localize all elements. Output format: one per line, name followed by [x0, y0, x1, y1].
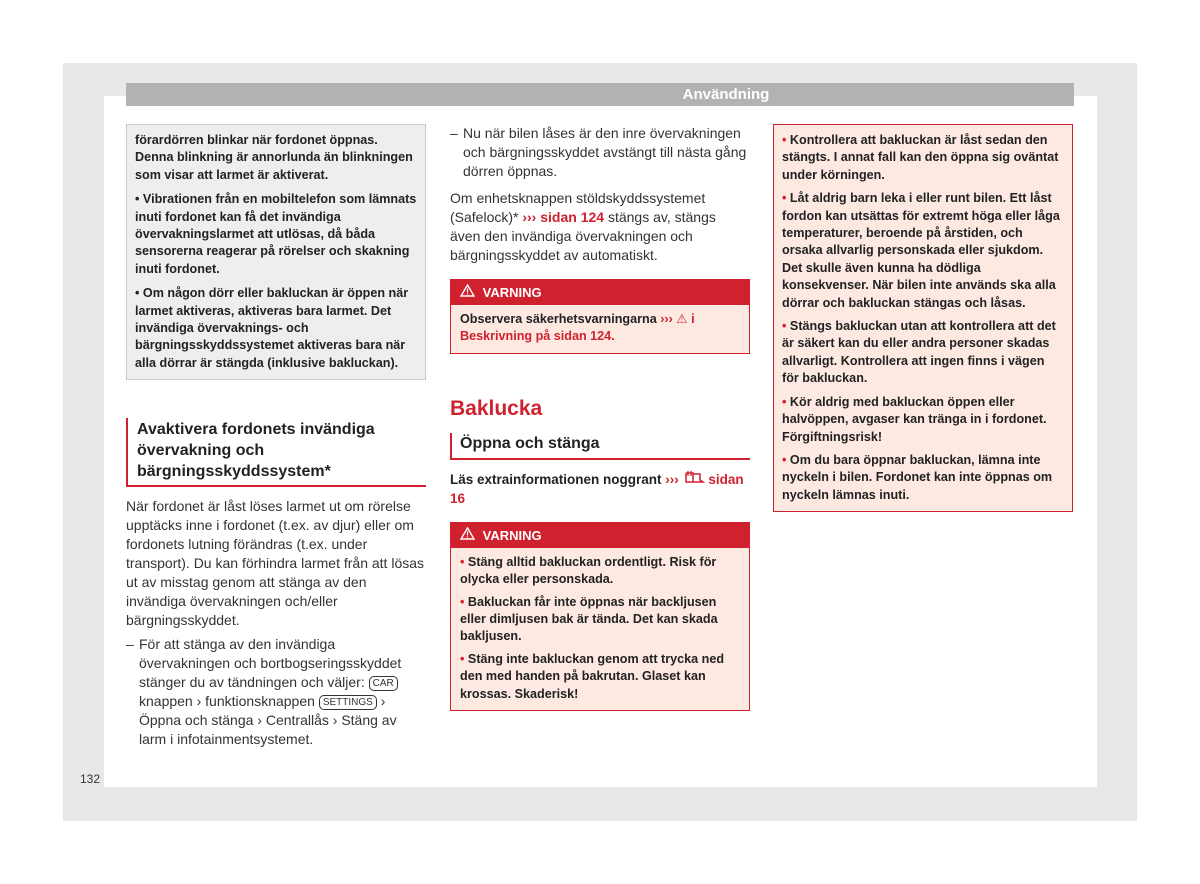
- page-reference-link[interactable]: sidan 16: [450, 471, 744, 506]
- chapter-section-title: Baklucka: [450, 396, 543, 420]
- step-text: För att stänga av den invändiga övervakningen och bortbogseringsskyddet stänger du av tändningen och väljer:: [139, 636, 402, 691]
- warning-item-text: Kör aldrig med bakluckan öppen eller halvöppen, avgaser kan tränga in i fordonet. Förgiftningsrisk!: [782, 394, 1047, 444]
- car-key-icon: CAR: [369, 676, 398, 691]
- warning-item: [782, 452, 1064, 504]
- instruction-step: [450, 124, 750, 181]
- bullet-icon: •: [782, 191, 790, 206]
- column-left: [126, 124, 426, 749]
- page-reference-link[interactable]: ››› sidan 124: [522, 209, 605, 225]
- read-more-text: Läs extrainformationen noggrant: [450, 471, 662, 487]
- note-bullet: [135, 191, 417, 278]
- warning-triangle-icon: [460, 280, 475, 305]
- step-text: knappen › funktionsknappen: [139, 693, 315, 710]
- reference-arrows[interactable]: ›››: [665, 471, 679, 487]
- warning-continuation-box: [773, 124, 1073, 512]
- body-text: stängs av, stängs även den invändiga övervakningen och bärgningsskyddet av automatiskt.: [450, 209, 716, 263]
- warning-header: [451, 523, 749, 548]
- body-paragraph: [450, 189, 750, 265]
- warning-label: VARNING: [482, 285, 542, 300]
- bullet-icon: •: [135, 286, 143, 301]
- warning-item-text: Bakluckan får inte öppnas när backljusen eller dimljusen bak är tända. Det kan skada bakljusen.: [460, 594, 718, 644]
- book-reference-icon[interactable]: [683, 472, 709, 487]
- warning-text-main: Observera säkerhetsvarningarna: [460, 312, 657, 326]
- body-paragraph: När fordonet är låst löses larmet ut om rörelse upptäcks inne i fordonet (t.ex. av djur) eller om fordonets lutning förändras (t.ex. under transport). Du kan förhindra larmet från att lösas ut av misstag genom att stänga av den invändiga övervakningen och/eller bärgningsskyddet.: [126, 498, 425, 629]
- warning-header: [451, 280, 749, 305]
- page-reference-link[interactable]: ››› ⚠ i Beskrivning på sidan 124.: [460, 312, 695, 344]
- warning-box: [450, 279, 750, 354]
- warning-item: [460, 651, 741, 703]
- bullet-icon: •: [460, 554, 468, 569]
- warning-item: [460, 554, 741, 589]
- warning-triangle-icon: [460, 523, 475, 548]
- note-bullet-text: Om någon dörr eller bakluckan är öppen när larmet aktiveras, aktiveras bara larmet. Det invändiga övervaknings- och bärgningsskyddssystemet aktiveras bara när alla dörrar är stängda (inklusive bakluckan).: [135, 286, 409, 370]
- warning-item-text: Om du bara öppnar bakluckan, lämna inte nyckeln i bilen. Fordonet kan inte öppnas om nyckeln lämnas inuti.: [782, 452, 1053, 502]
- body-text: Om enhetsknappen stöldskyddssystemet (Safelock)*: [450, 190, 706, 225]
- settings-key-icon: SETTINGS: [319, 695, 377, 710]
- bullet-icon: •: [782, 319, 790, 334]
- bullet-icon: •: [782, 394, 790, 409]
- bullet-icon: •: [782, 133, 790, 147]
- warning-body: [451, 548, 749, 710]
- warning-item: [782, 394, 1064, 446]
- page-number: 132: [80, 772, 101, 786]
- note-bullet-text: Vibrationen från en mobiltelefon som lämnats inuti fordonet kan få det invändiga övervakningslarmet att utlösas, då båda sensorerna reagerar på rörelser och skakning inuti fordonet.: [135, 192, 417, 276]
- read-more-line: [450, 470, 750, 508]
- warning-text: [460, 311, 741, 346]
- step-text: › Öppna och stänga › Centrallås › Stäng av larm i infotainmentsystemet.: [139, 693, 397, 748]
- bullet-icon: •: [460, 651, 468, 666]
- column-right: [773, 124, 1073, 512]
- dash-marker: –: [450, 125, 458, 141]
- instruction-step: [126, 635, 426, 749]
- warning-body: [451, 305, 749, 353]
- warning-label: VARNING: [482, 527, 542, 543]
- warning-item-text: Stäng inte bakluckan genom att trycka ned den med handen på bakrutan. Glaset kan krossas. Skaderisk!: [460, 651, 725, 701]
- warning-box: [450, 522, 750, 711]
- warning-item-text: Kontrollera att bakluckan är låst sedan den stängts. I annat fall kan den öppna sig oväntat under körningen.: [782, 133, 1059, 182]
- bullet-icon: •: [135, 192, 143, 207]
- warning-item-text: Stängs bakluckan utan att kontrollera att det är säkert kan du eller andra personer skadas allvarligt. Kontrollera att ingen finns i vägen för bakluckan.: [782, 319, 1056, 386]
- subsection-title: Öppna och stänga: [450, 433, 750, 460]
- section-title: Avaktivera fordonets invändiga övervakning och bärgningsskyddssystem*: [126, 418, 426, 487]
- step-text: Nu när bilen låses är den inre övervakningen och bärgningsskyddet avstängt till nästa gång dörren öppnas.: [463, 125, 747, 179]
- bullet-icon: •: [460, 594, 468, 609]
- chapter-title: Användning: [682, 86, 770, 103]
- column-middle: [450, 124, 750, 711]
- note-bullet: [135, 285, 417, 372]
- warning-item: [782, 318, 1064, 388]
- warning-item: [782, 132, 1064, 184]
- note-box: [126, 124, 426, 380]
- warning-item: [460, 594, 741, 646]
- warning-item-text: Låt aldrig barn leka i eller runt bilen. Ett låst fordon kan utsättas för extremt höga eller låga temperaturer, beroende på årstiden, och orsaka allvarlig personskada eller sjukdom. Det skulle även kunna ha dödliga konsekvenser. När bilen inte används ska alla dörrar och bakluckan stängas och låsas.: [782, 191, 1060, 310]
- dash-marker: –: [126, 636, 134, 653]
- warning-item: [782, 190, 1064, 312]
- bullet-icon: •: [782, 452, 790, 467]
- chapter-header: [126, 83, 1074, 106]
- note-paragraph: förardörren blinkar när fordonet öppnas. Denna blinkning är annorlunda än blinkningen som visar att larmet är aktiverat.: [135, 133, 413, 182]
- warning-item-text: Stäng alltid bakluckan ordentligt. Risk för olycka eller personskada.: [460, 554, 717, 587]
